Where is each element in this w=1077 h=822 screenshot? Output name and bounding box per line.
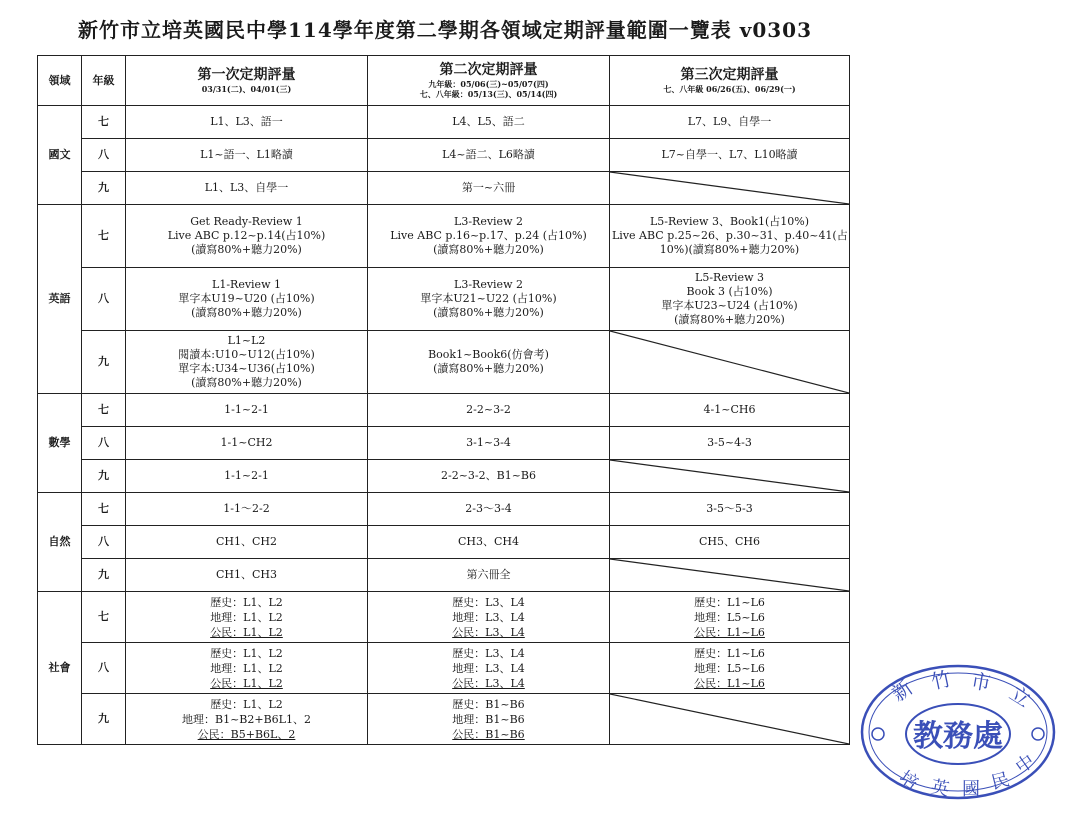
- grade-cell: 七: [82, 592, 126, 643]
- exam3-name: 第三次定期評量: [680, 67, 779, 83]
- exam2-header: [368, 56, 610, 106]
- grade-cell: 七: [82, 106, 126, 139]
- scope-line: (讀寫80%+聽力20%): [191, 306, 302, 319]
- scope-line: L4~語二、L6略讀: [442, 148, 535, 161]
- scope-line: Book1~Book6(仿會考): [428, 348, 549, 361]
- scope-cell-e2: [368, 172, 610, 205]
- exam2-name: 第二次定期評量: [439, 62, 538, 78]
- exam-schedule-table: [37, 55, 850, 745]
- empty-cell-e3: [610, 172, 850, 205]
- table-row: [38, 331, 850, 394]
- scope-cell-e3: [610, 493, 850, 526]
- scope-cell-e3: [610, 394, 850, 427]
- scope-line: CH1、CH3: [215, 568, 277, 581]
- exam3-header: [610, 56, 850, 106]
- scope-line: L1~語一、L1略讀: [200, 148, 293, 161]
- scope-line: (讀寫80%+聽力20%): [674, 313, 785, 326]
- diagonal-strike: [610, 460, 849, 492]
- scope-line: 地理：L5~L6: [694, 661, 765, 675]
- grade-cell: 九: [82, 559, 126, 592]
- empty-cell-e3: [610, 460, 850, 493]
- scope-line: (讀寫80%+聽力20%): [433, 243, 544, 256]
- scope-line: 單字本:U34~U36(占10%): [178, 362, 315, 375]
- table-row: [38, 427, 850, 460]
- scope-cell-e1: [126, 493, 368, 526]
- diagonal-strike: [610, 559, 849, 591]
- scope-line: L1~L2: [227, 334, 266, 347]
- scope-cell-e1: [126, 394, 368, 427]
- scope-line: 1-1~2-1: [224, 469, 269, 482]
- exam1-header: [126, 56, 368, 106]
- subject-col-header: 領域: [38, 56, 82, 106]
- scope-cell-e2: [368, 643, 610, 694]
- scope-line: 1-1~2-1: [224, 403, 269, 416]
- scope-line: 第六冊全: [466, 568, 511, 581]
- table-row: [38, 139, 850, 172]
- seal-char: 國: [962, 779, 980, 800]
- seal-center-text: 教務處: [913, 719, 1003, 754]
- grade-cell: 八: [82, 643, 126, 694]
- seal-char: 新: [887, 674, 918, 707]
- scope-line: 閱讀本:U10~U12(占10%): [178, 348, 315, 361]
- subject-cell: 英語: [38, 205, 82, 394]
- scope-line: 公民：B1~B6: [452, 727, 525, 741]
- scope-line: 3-1~3-4: [466, 436, 511, 449]
- scope-line: 地理：L3、L4: [452, 610, 525, 624]
- scope-cell-e3: [610, 592, 850, 643]
- table-row: [38, 694, 850, 745]
- seal-char: 英: [928, 776, 951, 801]
- exam1-name: 第一次定期評量: [197, 67, 296, 83]
- seal-char: 中: [1011, 750, 1039, 779]
- scope-cell-e2: [368, 526, 610, 559]
- table-row: [38, 268, 850, 331]
- scope-cell-e2: [368, 460, 610, 493]
- subject-cell: 自然: [38, 493, 82, 592]
- grade-cell: 八: [82, 139, 126, 172]
- scope-cell-e2: [368, 205, 610, 268]
- scope-line: Live ABC p.16~p.17、p.24 (占10%): [390, 229, 587, 242]
- scope-cell-e1: [126, 694, 368, 745]
- scope-line: 單字本U21~U22 (占10%): [420, 292, 557, 305]
- scope-cell-e2: [368, 694, 610, 745]
- scope-line: 歷史：L3、L4: [452, 595, 525, 609]
- grade-cell: 九: [82, 460, 126, 493]
- scope-cell-e1: [126, 268, 368, 331]
- scope-line: L3-Review 2: [454, 278, 523, 291]
- scope-line: 歷史：L1~L6: [694, 646, 765, 660]
- exam2-date-g9: 九年級：05/06(三)~05/07(四): [428, 79, 549, 89]
- scope-cell-e2: [368, 331, 610, 394]
- subject-cell: 數學: [38, 394, 82, 493]
- scope-line: CH3、CH4: [457, 535, 519, 548]
- diagonal-strike: [610, 331, 849, 393]
- scope-cell-e2: [368, 592, 610, 643]
- scope-line: 公民：L1、L2: [210, 625, 283, 639]
- scope-line: L1、L3、自學一: [204, 181, 289, 194]
- scope-line: 公民：L3、L4: [452, 625, 525, 639]
- empty-cell-e3: [610, 331, 850, 394]
- scope-line: L1-Review 1: [212, 278, 281, 291]
- table-row: [38, 106, 850, 139]
- scope-cell-e3: [610, 268, 850, 331]
- scope-line: L1、L3、語一: [210, 115, 283, 128]
- scope-cell-e1: [126, 643, 368, 694]
- scope-line: 2-2~3-2、B1~B6: [440, 469, 537, 482]
- grade-col-header: 年級: [82, 56, 126, 106]
- scope-cell-e3: [610, 106, 850, 139]
- subject-cell: 社會: [38, 592, 82, 745]
- table-row: [38, 643, 850, 694]
- seal-char: 竹: [929, 666, 954, 694]
- scope-line: (讀寫80%+聽力20%): [433, 306, 544, 319]
- scope-line: 公民：B5+B6L、2: [197, 727, 296, 741]
- scope-line: 公民：L1~L6: [694, 625, 765, 639]
- scope-line: 3-5~4-3: [707, 436, 752, 449]
- exam3-date: 七、八年級 06/26(五)、06/29(一): [663, 84, 796, 94]
- empty-cell-e3: [610, 559, 850, 592]
- scope-line: 地理：L1、L2: [210, 610, 283, 624]
- table-row: [38, 205, 850, 268]
- scope-line: 3-5～5-3: [706, 502, 753, 515]
- exam2-date-g78: 七、八年級：05/13(三)、05/14(四): [419, 89, 558, 99]
- scope-cell-e1: [126, 460, 368, 493]
- scope-line: Live ABC p.12~p.14(占10%): [167, 229, 326, 242]
- scope-line: L5-Review 3: [695, 271, 764, 284]
- scope-line: 地理：L1、L2: [210, 661, 283, 675]
- grade-cell: 九: [82, 694, 126, 745]
- seal-char: 市: [969, 668, 993, 696]
- scope-cell-e1: [126, 526, 368, 559]
- scope-line: 公民：L1~L6: [694, 676, 765, 690]
- scope-line: 地理：B1~B6: [452, 712, 525, 726]
- scope-line: 公民：L1、L2: [210, 676, 283, 690]
- seal-graphic: [858, 662, 1058, 802]
- scope-cell-e3: [610, 205, 850, 268]
- scope-line: 單字本U19~U20 (占10%): [178, 292, 315, 305]
- grade-cell: 九: [82, 172, 126, 205]
- table-row: [38, 460, 850, 493]
- scope-line: (讀寫80%+聽力20%): [191, 243, 302, 256]
- scope-line: 地理：L3、L4: [452, 661, 525, 675]
- scope-cell-e1: [126, 139, 368, 172]
- scope-cell-e1: [126, 559, 368, 592]
- exam1-date: 03/31(二)、04/01(三): [201, 84, 292, 94]
- table-row: [38, 493, 850, 526]
- scope-cell-e2: [368, 559, 610, 592]
- scope-line: 地理：B1~B2+B6L1、2: [182, 712, 311, 726]
- grade-cell: 七: [82, 493, 126, 526]
- table-row: [38, 526, 850, 559]
- scope-cell-e3: [610, 427, 850, 460]
- scope-line: 歷史：L1~L6: [694, 595, 765, 609]
- scope-cell-e2: [368, 394, 610, 427]
- scope-cell-e3: [610, 643, 850, 694]
- empty-cell-e3: [610, 694, 850, 745]
- scope-cell-e2: [368, 106, 610, 139]
- scope-line: 10%)(讀寫80%+聽力20%): [659, 243, 800, 256]
- scope-cell-e2: [368, 139, 610, 172]
- table-row: [38, 559, 850, 592]
- scope-line: L4、L5、語二: [452, 115, 525, 128]
- scope-line: 地理：L5~L6: [694, 610, 765, 624]
- diagonal-strike: [610, 172, 849, 204]
- table-row: [38, 172, 850, 205]
- scope-cell-e3: [610, 526, 850, 559]
- scope-line: Live ABC p.25~26、p.30~31、p.40~41(占: [612, 229, 848, 242]
- table-row: [38, 394, 850, 427]
- scope-line: 公民：L3、L4: [452, 676, 525, 690]
- scope-line: 歷史：B1~B6: [452, 697, 525, 711]
- scope-line: CH1、CH2: [215, 535, 277, 548]
- scope-line: L3-Review 2: [454, 215, 523, 228]
- scope-line: 第一~六冊: [461, 181, 516, 194]
- scope-line: 2-3～3-4: [465, 502, 512, 515]
- scope-line: CH5、CH6: [698, 535, 760, 548]
- grade-cell: 七: [82, 394, 126, 427]
- scope-line: 2-2~3-2: [466, 403, 511, 416]
- grade-cell: 七: [82, 205, 126, 268]
- seal-char: 培: [895, 766, 922, 795]
- scope-line: L7、L9、自學一: [687, 115, 772, 128]
- scope-line: (讀寫80%+聽力20%): [191, 376, 302, 389]
- scope-cell-e3: [610, 139, 850, 172]
- seal-char: 民: [989, 769, 1012, 794]
- scope-line: 歷史：L1、L2: [210, 595, 283, 609]
- page-title: 新竹市立培英國民中學114學年度第二學期各領域定期評量範圍一覽表 v0303: [78, 18, 812, 42]
- scope-line: 1-1～2-2: [223, 502, 270, 515]
- scope-line: L5-Review 3、Book1(占10%): [650, 215, 809, 228]
- scope-cell-e2: [368, 427, 610, 460]
- scope-cell-e1: [126, 427, 368, 460]
- scope-line: 歷史：L1、L2: [210, 646, 283, 660]
- scope-cell-e2: [368, 268, 610, 331]
- scope-cell-e1: [126, 592, 368, 643]
- scope-line: 4-1~CH6: [703, 403, 756, 416]
- office-seal-stamp: [858, 662, 1058, 802]
- scope-cell-e2: [368, 493, 610, 526]
- scope-line: 歷史：L1、L2: [210, 697, 283, 711]
- scope-cell-e1: [126, 172, 368, 205]
- grade-cell: 八: [82, 526, 126, 559]
- grade-cell: 九: [82, 331, 126, 394]
- diagonal-strike: [610, 694, 849, 744]
- scope-line: Book 3 (占10%): [686, 285, 773, 298]
- scope-line: 歷史：L3、L4: [452, 646, 525, 660]
- header-row: [38, 56, 850, 106]
- scope-cell-e1: [126, 106, 368, 139]
- grade-cell: 八: [82, 268, 126, 331]
- schedule-body: [38, 106, 850, 745]
- subject-cell: 國文: [38, 106, 82, 205]
- scope-line: Get Ready-Review 1: [190, 215, 303, 228]
- scope-line: 單字本U23~U24 (占10%): [661, 299, 798, 312]
- scope-line: L7~自學一、L7、L10略讀: [661, 148, 798, 161]
- table-row: [38, 592, 850, 643]
- grade-cell: 八: [82, 427, 126, 460]
- scope-line: 1-1~CH2: [220, 436, 273, 449]
- seal-char: 立: [1005, 680, 1036, 712]
- scope-cell-e1: [126, 331, 368, 394]
- scope-cell-e1: [126, 205, 368, 268]
- scope-line: (讀寫80%+聽力20%): [433, 362, 544, 375]
